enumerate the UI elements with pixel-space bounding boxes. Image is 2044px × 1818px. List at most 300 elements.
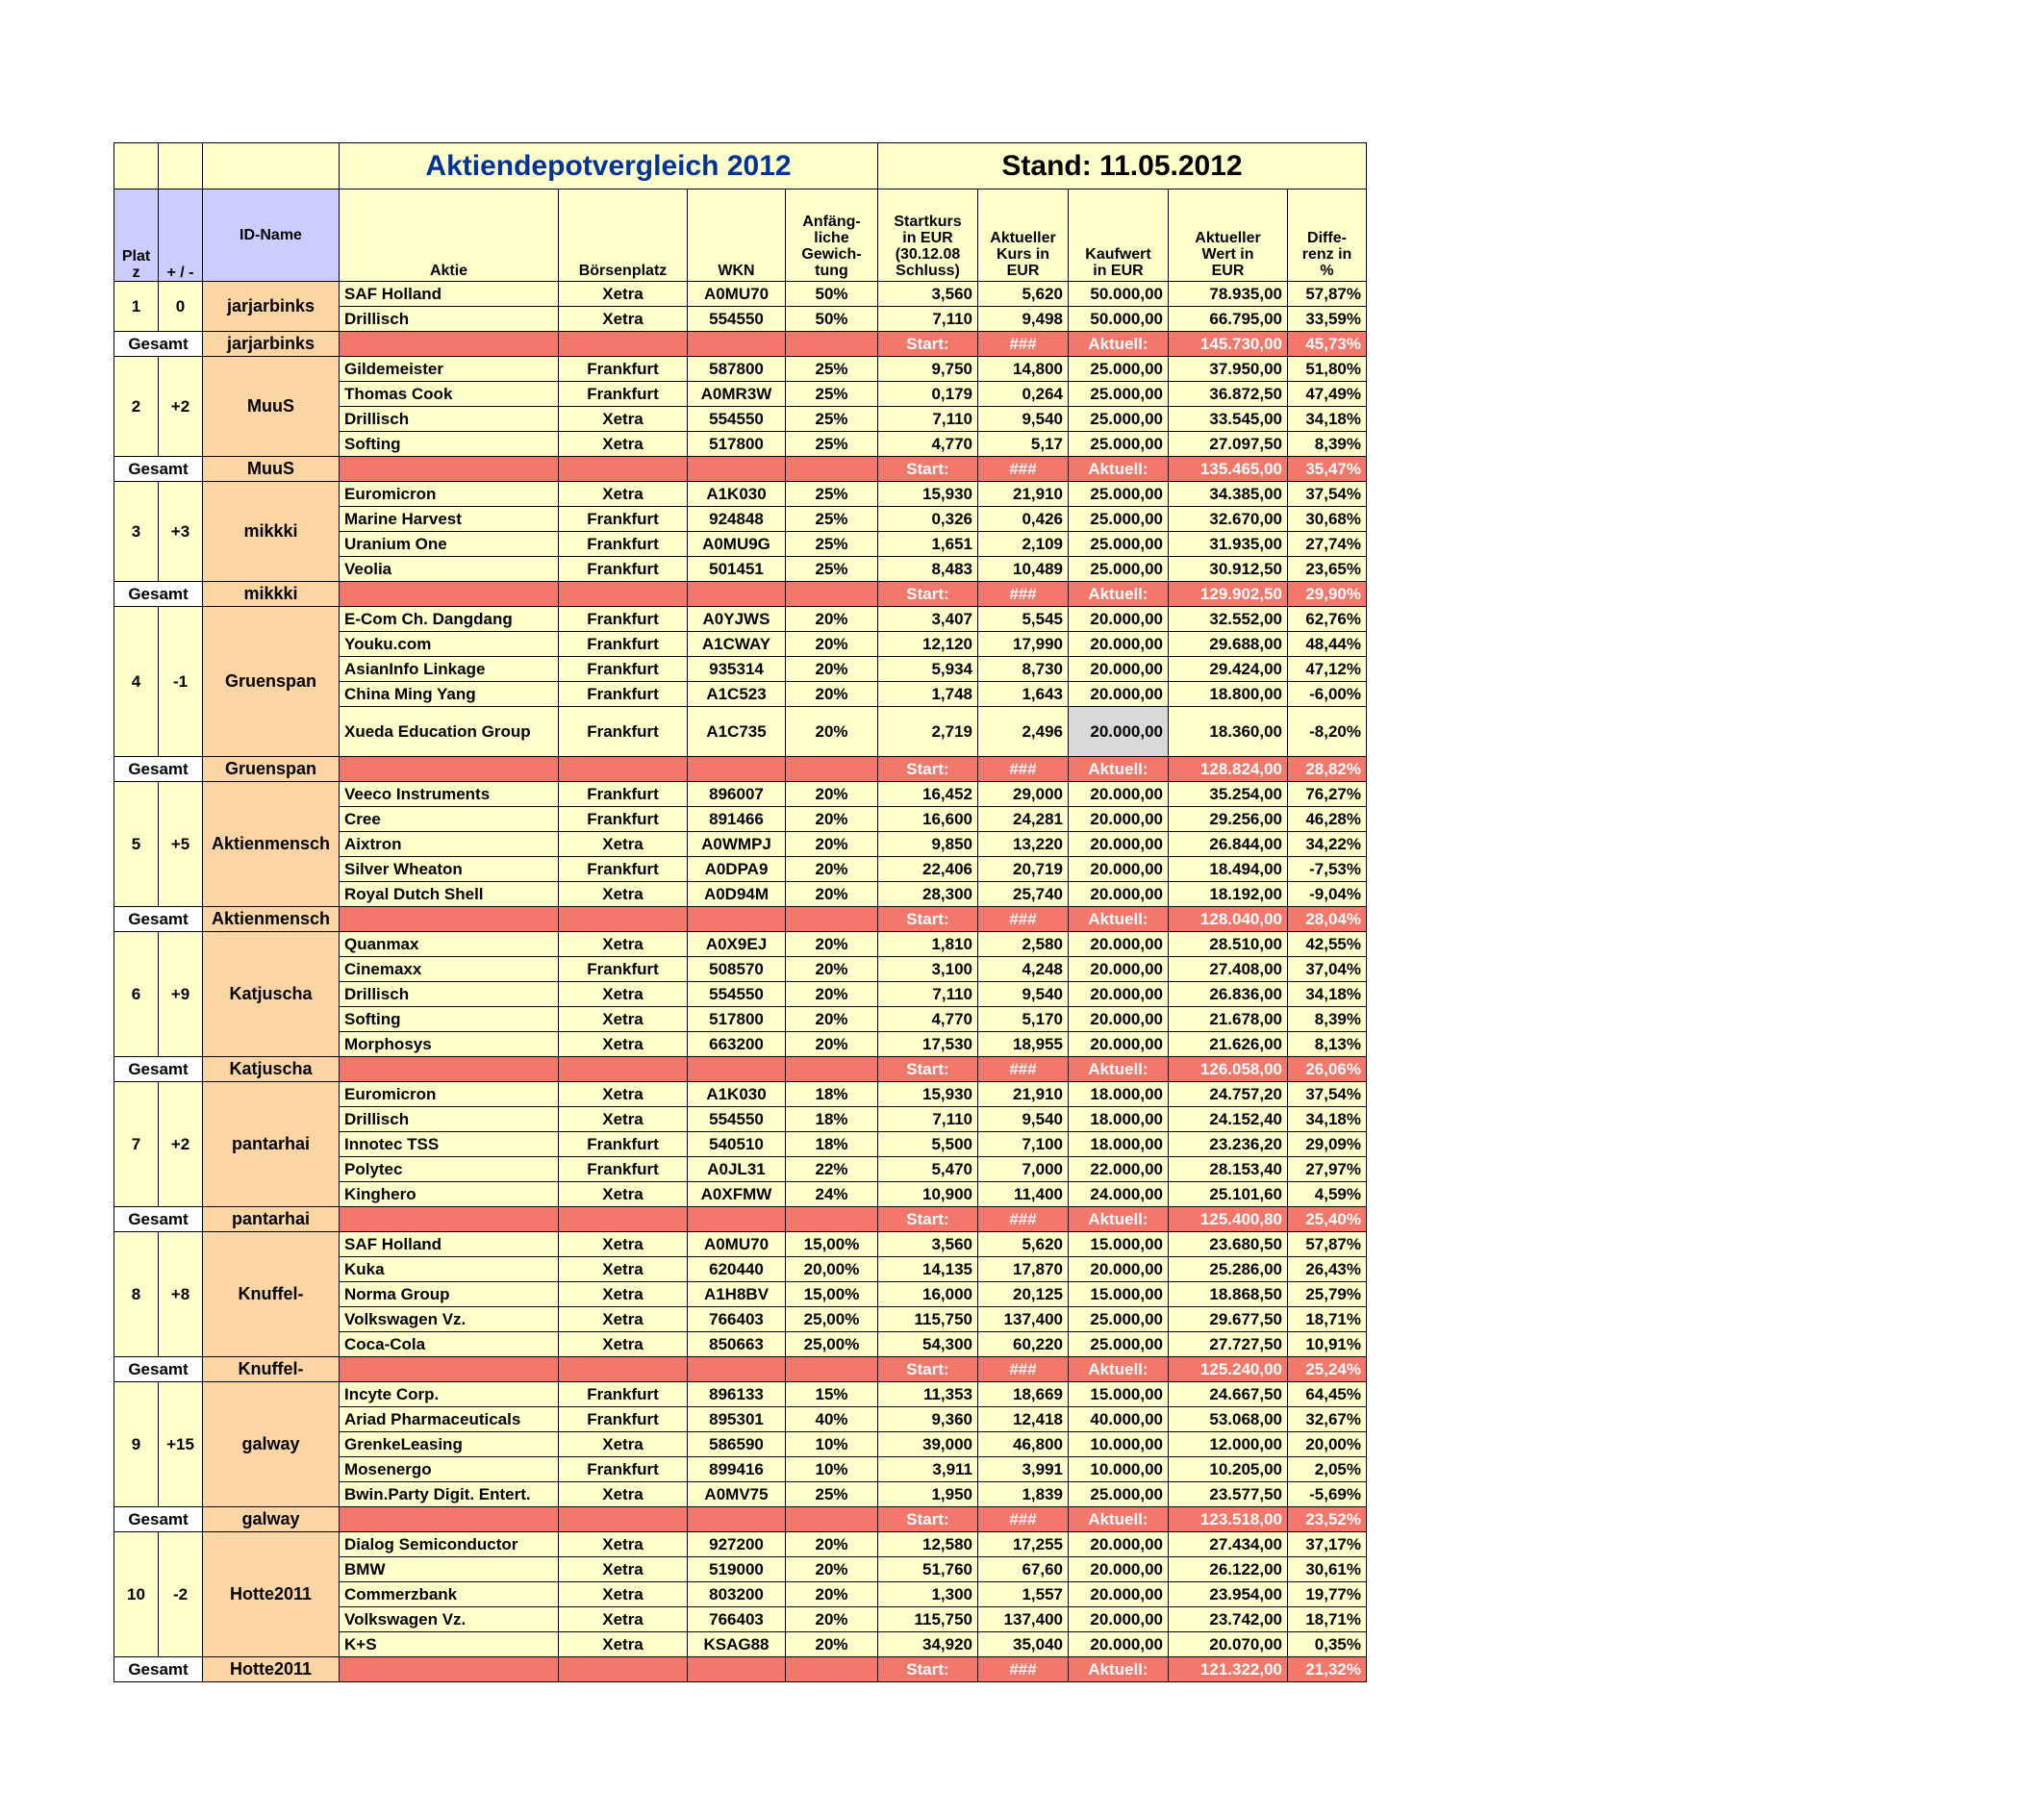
cell-wkn: 554550 <box>688 307 786 332</box>
cell-aktueller-kurs: 20,719 <box>978 857 1069 882</box>
total-blank-3 <box>688 1057 786 1082</box>
total-label: Gesamt <box>114 1657 203 1682</box>
cell-aktie: Softing <box>340 1007 559 1032</box>
total-differenz: 26,06% <box>1288 1057 1367 1082</box>
cell-gewichtung: 20% <box>786 882 878 907</box>
cell-aktueller-wert: 36.872,50 <box>1169 382 1288 407</box>
cell-wkn: 935314 <box>688 657 786 682</box>
total-aktuell-label: Aktuell: <box>1069 907 1169 932</box>
cell-aktueller-wert: 24.757,20 <box>1169 1082 1288 1107</box>
cell-startkurs: 17,530 <box>878 1032 978 1057</box>
cell-kaufwert: 20.000,00 <box>1069 857 1169 882</box>
cell-gewichtung: 25% <box>786 432 878 457</box>
cell-boersenplatz: Frankfurt <box>559 632 688 657</box>
total-depot-name: MuuS <box>203 457 340 482</box>
cell-startkurs: 4,770 <box>878 1007 978 1032</box>
cell-startkurs: 15,930 <box>878 482 978 507</box>
cell-aktueller-wert: 30.912,50 <box>1169 557 1288 582</box>
cell-differenz: -8,20% <box>1288 707 1367 757</box>
cell-boersenplatz: Frankfurt <box>559 957 688 982</box>
cell-wkn: 803200 <box>688 1582 786 1607</box>
cell-aktueller-wert: 18.800,00 <box>1169 682 1288 707</box>
cell-startkurs: 7,110 <box>878 307 978 332</box>
cell-kaufwert: 24.000,00 <box>1069 1182 1169 1207</box>
cell-kaufwert: 40.000,00 <box>1069 1407 1169 1432</box>
cell-kaufwert: 50.000,00 <box>1069 282 1169 307</box>
cell-gewichtung: 15,00% <box>786 1232 878 1257</box>
cell-aktueller-kurs: 18,669 <box>978 1382 1069 1407</box>
cell-startkurs: 0,326 <box>878 507 978 532</box>
cell-startkurs: 5,500 <box>878 1132 978 1157</box>
cell-aktueller-kurs: 5,620 <box>978 282 1069 307</box>
total-differenz: 21,32% <box>1288 1657 1367 1682</box>
spreadsheet <box>114 142 1367 1682</box>
total-start-label: Start: <box>878 1357 978 1382</box>
cell-aktueller-wert: 21.626,00 <box>1169 1032 1288 1057</box>
cell-aktie: GrenkeLeasing <box>340 1432 559 1457</box>
cell-startkurs: 115,750 <box>878 1607 978 1632</box>
cell-aktie: Marine Harvest <box>340 507 559 532</box>
total-aktuell-label: Aktuell: <box>1069 1507 1169 1532</box>
depot-id-name: jarjarbinks <box>203 282 340 332</box>
cell-startkurs: 16,000 <box>878 1282 978 1307</box>
cell-aktueller-wert: 34.385,00 <box>1169 482 1288 507</box>
cell-kaufwert: 15.000,00 <box>1069 1232 1169 1257</box>
depot-rank: 10 <box>114 1532 159 1657</box>
cell-boersenplatz: Xetra <box>559 1082 688 1107</box>
cell-startkurs: 28,300 <box>878 882 978 907</box>
cell-wkn: 620440 <box>688 1257 786 1282</box>
depot-rank-change: -1 <box>159 607 203 757</box>
cell-aktie: Coca-Cola <box>340 1332 559 1357</box>
cell-aktueller-kurs: 8,730 <box>978 657 1069 682</box>
total-blank-3 <box>688 1657 786 1682</box>
total-depot-name: pantarhai <box>203 1207 340 1232</box>
cell-wkn: A1K030 <box>688 1082 786 1107</box>
page-title: Aktiendepotvergleich 2012 <box>340 143 878 189</box>
cell-aktie: Drillisch <box>340 982 559 1007</box>
total-differenz: 45,73% <box>1288 332 1367 357</box>
depot-total-row <box>114 1207 1367 1232</box>
cell-wkn: A1H8BV <box>688 1282 786 1307</box>
cell-differenz: 33,59% <box>1288 307 1367 332</box>
cell-aktueller-wert: 27.408,00 <box>1169 957 1288 982</box>
cell-kaufwert: 20.000,00 <box>1069 657 1169 682</box>
total-blank-2 <box>559 757 688 782</box>
cell-wkn: 766403 <box>688 1607 786 1632</box>
cell-gewichtung: 15,00% <box>786 1282 878 1307</box>
cell-differenz: 20,00% <box>1288 1432 1367 1457</box>
cell-differenz: 8,39% <box>1288 1007 1367 1032</box>
depot-total-row <box>114 1657 1367 1682</box>
cell-startkurs: 3,911 <box>878 1457 978 1482</box>
cell-boersenplatz: Frankfurt <box>559 1457 688 1482</box>
cell-boersenplatz: Xetra <box>559 1332 688 1357</box>
cell-gewichtung: 20% <box>786 657 878 682</box>
cell-differenz: 47,12% <box>1288 657 1367 682</box>
total-aktueller-wert: 125.400,80 <box>1169 1207 1288 1232</box>
cell-differenz: 25,79% <box>1288 1282 1367 1307</box>
depot-id-name: mikkki <box>203 482 340 582</box>
cell-boersenplatz: Xetra <box>559 1582 688 1607</box>
cell-aktie: Incyte Corp. <box>340 1382 559 1407</box>
cell-boersenplatz: Frankfurt <box>559 1132 688 1157</box>
cell-gewichtung: 25% <box>786 357 878 382</box>
cell-aktueller-wert: 23.236,20 <box>1169 1132 1288 1157</box>
cell-kaufwert: 18.000,00 <box>1069 1082 1169 1107</box>
cell-kaufwert: 20.000,00 <box>1069 1532 1169 1557</box>
cell-kaufwert: 20.000,00 <box>1069 957 1169 982</box>
cell-aktueller-wert: 26.122,00 <box>1169 1557 1288 1582</box>
total-label: Gesamt <box>114 582 203 607</box>
cell-kaufwert: 25.000,00 <box>1069 1482 1169 1507</box>
cell-startkurs: 5,934 <box>878 657 978 682</box>
cell-aktueller-kurs: 17,870 <box>978 1257 1069 1282</box>
cell-startkurs: 22,406 <box>878 857 978 882</box>
cell-boersenplatz: Xetra <box>559 1632 688 1657</box>
cell-aktie: China Ming Yang <box>340 682 559 707</box>
cell-boersenplatz: Xetra <box>559 1107 688 1132</box>
total-blank-4 <box>786 332 878 357</box>
cell-wkn: A0MV75 <box>688 1482 786 1507</box>
cell-kaufwert: 25.000,00 <box>1069 532 1169 557</box>
cell-aktueller-kurs: 137,400 <box>978 1307 1069 1332</box>
cell-aktie: Drillisch <box>340 1107 559 1132</box>
total-depot-name: mikkki <box>203 582 340 607</box>
cell-startkurs: 2,719 <box>878 707 978 757</box>
cell-differenz: 47,49% <box>1288 382 1367 407</box>
total-start-value: ### <box>978 332 1069 357</box>
depot-rank: 9 <box>114 1382 159 1507</box>
cell-differenz: 37,54% <box>1288 482 1367 507</box>
cell-kaufwert: 18.000,00 <box>1069 1132 1169 1157</box>
total-blank-1 <box>340 1057 559 1082</box>
cell-differenz: 34,18% <box>1288 982 1367 1007</box>
cell-gewichtung: 15% <box>786 1382 878 1407</box>
total-blank-2 <box>559 1507 688 1532</box>
cell-differenz: 18,71% <box>1288 1307 1367 1332</box>
cell-kaufwert: 20.000,00 <box>1069 832 1169 857</box>
cell-aktueller-wert: 27.097,50 <box>1169 432 1288 457</box>
total-label: Gesamt <box>114 457 203 482</box>
cell-startkurs: 3,100 <box>878 957 978 982</box>
cell-gewichtung: 20% <box>786 1532 878 1557</box>
total-blank-3 <box>688 757 786 782</box>
cell-aktueller-wert: 29.688,00 <box>1169 632 1288 657</box>
cell-aktueller-kurs: 9,498 <box>978 307 1069 332</box>
total-blank-4 <box>786 457 878 482</box>
total-differenz: 25,24% <box>1288 1357 1367 1382</box>
cell-aktueller-kurs: 12,418 <box>978 1407 1069 1432</box>
cell-boersenplatz: Frankfurt <box>559 707 688 757</box>
total-blank-4 <box>786 582 878 607</box>
cell-kaufwert: 20.000,00 <box>1069 632 1169 657</box>
cell-differenz: 30,68% <box>1288 507 1367 532</box>
table-row <box>114 1382 1367 1407</box>
cell-kaufwert: 15.000,00 <box>1069 1382 1169 1407</box>
cell-kaufwert: 20.000,00 <box>1069 607 1169 632</box>
cell-gewichtung: 20% <box>786 982 878 1007</box>
cell-startkurs: 1,651 <box>878 532 978 557</box>
cell-aktueller-wert: 23.577,50 <box>1169 1482 1288 1507</box>
cell-gewichtung: 20% <box>786 607 878 632</box>
cell-differenz: -5,69% <box>1288 1482 1367 1507</box>
cell-wkn: 899416 <box>688 1457 786 1482</box>
cell-kaufwert: 20.000,00 <box>1069 882 1169 907</box>
cell-aktueller-wert: 18.868,50 <box>1169 1282 1288 1307</box>
cell-startkurs: 16,600 <box>878 807 978 832</box>
cell-gewichtung: 20% <box>786 1557 878 1582</box>
total-blank-4 <box>786 1207 878 1232</box>
table-body <box>114 143 1367 1682</box>
cell-aktueller-wert: 23.680,50 <box>1169 1232 1288 1257</box>
cell-differenz: 34,18% <box>1288 1107 1367 1132</box>
cell-differenz: 10,91% <box>1288 1332 1367 1357</box>
total-label: Gesamt <box>114 1357 203 1382</box>
cell-gewichtung: 10% <box>786 1432 878 1457</box>
header-aktueller-kurs: Aktueller Kurs in EUR <box>978 189 1069 282</box>
depot-rank-change: +5 <box>159 782 203 907</box>
cell-differenz: 2,05% <box>1288 1457 1367 1482</box>
cell-differenz: 37,04% <box>1288 957 1367 982</box>
cell-startkurs: 3,560 <box>878 282 978 307</box>
cell-gewichtung: 25% <box>786 407 878 432</box>
cell-gewichtung: 20% <box>786 682 878 707</box>
cell-wkn: A0MU70 <box>688 282 786 307</box>
total-aktuell-label: Aktuell: <box>1069 1657 1169 1682</box>
cell-aktie: Veeco Instruments <box>340 782 559 807</box>
cell-aktueller-kurs: 9,540 <box>978 1107 1069 1132</box>
cell-differenz: 76,27% <box>1288 782 1367 807</box>
total-start-value: ### <box>978 1507 1069 1532</box>
title-spacer-2 <box>159 143 203 189</box>
depot-id-name: Aktienmensch <box>203 782 340 907</box>
cell-gewichtung: 50% <box>786 307 878 332</box>
table-row <box>114 1232 1367 1257</box>
cell-boersenplatz: Xetra <box>559 1532 688 1557</box>
total-start-label: Start: <box>878 457 978 482</box>
total-aktueller-wert: 128.040,00 <box>1169 907 1288 932</box>
cell-boersenplatz: Xetra <box>559 1182 688 1207</box>
cell-differenz: -9,04% <box>1288 882 1367 907</box>
cell-aktueller-kurs: 17,255 <box>978 1532 1069 1557</box>
total-differenz: 28,82% <box>1288 757 1367 782</box>
cell-differenz: 30,61% <box>1288 1557 1367 1582</box>
cell-startkurs: 7,110 <box>878 407 978 432</box>
cell-wkn: A1CWAY <box>688 632 786 657</box>
total-blank-1 <box>340 1507 559 1532</box>
total-blank-1 <box>340 1207 559 1232</box>
cell-gewichtung: 24% <box>786 1182 878 1207</box>
cell-aktie: Euromicron <box>340 482 559 507</box>
depot-rank-change: 0 <box>159 282 203 332</box>
depot-total-row <box>114 332 1367 357</box>
total-blank-2 <box>559 582 688 607</box>
cell-kaufwert: 20.000,00 <box>1069 1557 1169 1582</box>
cell-aktie: Drillisch <box>340 407 559 432</box>
cell-aktueller-kurs: 4,248 <box>978 957 1069 982</box>
cell-wkn: 517800 <box>688 1007 786 1032</box>
cell-aktueller-wert: 37.950,00 <box>1169 357 1288 382</box>
cell-differenz: 62,76% <box>1288 607 1367 632</box>
cell-aktueller-kurs: 67,60 <box>978 1557 1069 1582</box>
cell-aktie: Aixtron <box>340 832 559 857</box>
total-aktueller-wert: 123.518,00 <box>1169 1507 1288 1532</box>
cell-aktueller-kurs: 21,910 <box>978 1082 1069 1107</box>
cell-aktueller-wert: 29.424,00 <box>1169 657 1288 682</box>
cell-aktueller-kurs: 20,125 <box>978 1282 1069 1307</box>
cell-boersenplatz: Xetra <box>559 307 688 332</box>
cell-aktie: Innotec TSS <box>340 1132 559 1157</box>
cell-differenz: 0,35% <box>1288 1632 1367 1657</box>
total-start-value: ### <box>978 1057 1069 1082</box>
cell-boersenplatz: Frankfurt <box>559 1157 688 1182</box>
cell-aktueller-wert: 28.510,00 <box>1169 932 1288 957</box>
total-label: Gesamt <box>114 1207 203 1232</box>
cell-aktueller-kurs: 9,540 <box>978 982 1069 1007</box>
cell-startkurs: 5,470 <box>878 1157 978 1182</box>
cell-wkn: 891466 <box>688 807 786 832</box>
cell-wkn: 663200 <box>688 1032 786 1057</box>
cell-aktie: Silver Wheaton <box>340 857 559 882</box>
cell-aktie: Veolia <box>340 557 559 582</box>
cell-aktie: K+S <box>340 1632 559 1657</box>
cell-kaufwert: 20.000,00 <box>1069 1607 1169 1632</box>
cell-differenz: 57,87% <box>1288 1232 1367 1257</box>
cell-aktueller-wert: 66.795,00 <box>1169 307 1288 332</box>
cell-boersenplatz: Xetra <box>559 1557 688 1582</box>
cell-differenz: 51,80% <box>1288 357 1367 382</box>
cell-gewichtung: 20% <box>786 957 878 982</box>
cell-differenz: 34,18% <box>1288 407 1367 432</box>
cell-wkn: A0D94M <box>688 882 786 907</box>
cell-startkurs: 9,360 <box>878 1407 978 1432</box>
cell-aktueller-kurs: 24,281 <box>978 807 1069 832</box>
cell-wkn: A0YJWS <box>688 607 786 632</box>
cell-gewichtung: 18% <box>786 1107 878 1132</box>
cell-aktueller-kurs: 10,489 <box>978 557 1069 582</box>
total-blank-2 <box>559 1057 688 1082</box>
depot-total-row <box>114 457 1367 482</box>
cell-aktueller-wert: 31.935,00 <box>1169 532 1288 557</box>
cell-kaufwert: 25.000,00 <box>1069 1307 1169 1332</box>
depot-rank: 5 <box>114 782 159 907</box>
cell-aktie: Euromicron <box>340 1082 559 1107</box>
cell-gewichtung: 25,00% <box>786 1307 878 1332</box>
title-spacer-3 <box>203 143 340 189</box>
cell-startkurs: 14,135 <box>878 1257 978 1282</box>
cell-aktie: Xueda Education Group <box>340 707 559 757</box>
depot-id-name: Gruenspan <box>203 607 340 757</box>
cell-aktueller-wert: 27.434,00 <box>1169 1532 1288 1557</box>
cell-boersenplatz: Xetra <box>559 1282 688 1307</box>
cell-gewichtung: 20% <box>786 1632 878 1657</box>
depot-rank: 3 <box>114 482 159 582</box>
cell-kaufwert: 20.000,00 <box>1069 1257 1169 1282</box>
cell-boersenplatz: Frankfurt <box>559 857 688 882</box>
cell-startkurs: 9,750 <box>878 357 978 382</box>
cell-wkn: 519000 <box>688 1557 786 1582</box>
cell-kaufwert: 25.000,00 <box>1069 382 1169 407</box>
cell-aktie: Kuka <box>340 1257 559 1282</box>
total-blank-2 <box>559 1657 688 1682</box>
cell-wkn: 517800 <box>688 432 786 457</box>
total-start-label: Start: <box>878 1057 978 1082</box>
cell-gewichtung: 25% <box>786 507 878 532</box>
depot-id-name: Knuffel- <box>203 1232 340 1357</box>
cell-kaufwert: 20.000,00 <box>1069 1632 1169 1657</box>
cell-aktie: Gildemeister <box>340 357 559 382</box>
cell-differenz: 29,09% <box>1288 1132 1367 1157</box>
total-start-value: ### <box>978 907 1069 932</box>
cell-boersenplatz: Frankfurt <box>559 357 688 382</box>
total-aktuell-label: Aktuell: <box>1069 1057 1169 1082</box>
column-header-row <box>114 189 1367 282</box>
cell-startkurs: 16,452 <box>878 782 978 807</box>
cell-aktueller-wert: 26.836,00 <box>1169 982 1288 1007</box>
cell-differenz: 4,59% <box>1288 1182 1367 1207</box>
header-platz: Plat z <box>114 189 159 282</box>
cell-kaufwert: 10.000,00 <box>1069 1457 1169 1482</box>
cell-aktueller-kurs: 17,990 <box>978 632 1069 657</box>
cell-wkn: A0MU9G <box>688 532 786 557</box>
cell-boersenplatz: Xetra <box>559 1432 688 1457</box>
table-row <box>114 357 1367 382</box>
cell-wkn: 850663 <box>688 1332 786 1357</box>
cell-boersenplatz: Xetra <box>559 482 688 507</box>
total-depot-name: galway <box>203 1507 340 1532</box>
cell-aktueller-wert: 26.844,00 <box>1169 832 1288 857</box>
cell-aktie: Morphosys <box>340 1032 559 1057</box>
cell-wkn: 766403 <box>688 1307 786 1332</box>
total-blank-4 <box>786 757 878 782</box>
cell-aktueller-wert: 27.727,50 <box>1169 1332 1288 1357</box>
total-depot-name: Hotte2011 <box>203 1657 340 1682</box>
cell-boersenplatz: Xetra <box>559 1257 688 1282</box>
cell-wkn: A0XFMW <box>688 1182 786 1207</box>
depot-rank: 7 <box>114 1082 159 1207</box>
total-blank-1 <box>340 757 559 782</box>
total-start-label: Start: <box>878 1507 978 1532</box>
total-start-value: ### <box>978 457 1069 482</box>
cell-gewichtung: 18% <box>786 1132 878 1157</box>
cell-differenz: 19,77% <box>1288 1582 1367 1607</box>
total-aktuell-label: Aktuell: <box>1069 1357 1169 1382</box>
cell-aktueller-wert: 35.254,00 <box>1169 782 1288 807</box>
total-start-value: ### <box>978 757 1069 782</box>
total-blank-3 <box>688 457 786 482</box>
cell-differenz: 64,45% <box>1288 1382 1367 1407</box>
cell-differenz: 8,39% <box>1288 432 1367 457</box>
total-aktuell-label: Aktuell: <box>1069 457 1169 482</box>
total-blank-1 <box>340 457 559 482</box>
cell-aktie: Bwin.Party Digit. Entert. <box>340 1482 559 1507</box>
cell-gewichtung: 25,00% <box>786 1332 878 1357</box>
cell-startkurs: 8,483 <box>878 557 978 582</box>
cell-differenz: 26,43% <box>1288 1257 1367 1282</box>
cell-aktueller-wert: 28.153,40 <box>1169 1157 1288 1182</box>
cell-aktueller-wert: 20.070,00 <box>1169 1632 1288 1657</box>
cell-boersenplatz: Xetra <box>559 1032 688 1057</box>
cell-aktueller-wert: 29.677,50 <box>1169 1307 1288 1332</box>
cell-aktueller-wert: 24.667,50 <box>1169 1382 1288 1407</box>
total-label: Gesamt <box>114 757 203 782</box>
cell-aktueller-kurs: 9,540 <box>978 407 1069 432</box>
cell-aktueller-wert: 29.256,00 <box>1169 807 1288 832</box>
cell-aktueller-wert: 18.360,00 <box>1169 707 1288 757</box>
cell-startkurs: 15,930 <box>878 1082 978 1107</box>
depot-rank: 8 <box>114 1232 159 1357</box>
